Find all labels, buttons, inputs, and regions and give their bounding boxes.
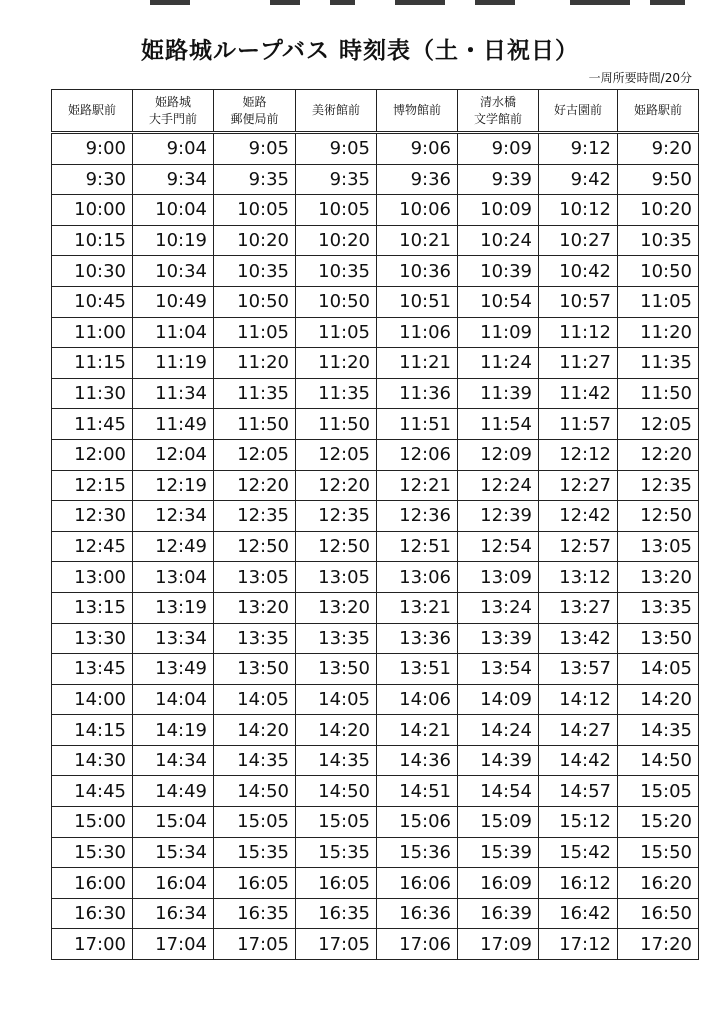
time-cell: 16:06: [377, 868, 458, 899]
time-cell: 17:04: [133, 929, 214, 960]
time-cell: 13:49: [133, 654, 214, 685]
time-cell: 13:57: [539, 654, 618, 685]
time-cell: 13:39: [458, 623, 539, 654]
time-cell: 12:50: [296, 531, 377, 562]
time-cell: 12:27: [539, 470, 618, 501]
time-cell: 13:05: [296, 562, 377, 593]
time-cell: 11:34: [133, 378, 214, 409]
time-cell: 14:50: [214, 776, 296, 807]
loop-duration-note: 一周所要時間/20分: [588, 71, 692, 85]
stop-name-line1: 博物館前: [392, 103, 441, 118]
time-cell: 16:39: [458, 898, 539, 929]
time-cell: 10:20: [296, 225, 377, 256]
time-cell: 14:39: [458, 745, 539, 776]
time-cell: 10:54: [458, 286, 539, 317]
time-cell: 11:49: [133, 409, 214, 440]
timetable-body: [52, 133, 699, 960]
time-cell: 15:34: [133, 837, 214, 868]
time-cell: 9:30: [52, 164, 133, 195]
time-cell: 14:00: [52, 684, 133, 715]
time-cell: 10:06: [377, 195, 458, 226]
time-cell: 10:20: [214, 225, 296, 256]
time-cell: 11:50: [618, 378, 699, 409]
timetable-row: [52, 837, 699, 868]
time-cell: 15:00: [52, 807, 133, 838]
time-cell: 14:20: [296, 715, 377, 746]
time-cell: 10:50: [296, 286, 377, 317]
time-cell: 13:05: [618, 531, 699, 562]
time-cell: 12:42: [539, 501, 618, 532]
time-cell: 9:20: [618, 133, 699, 165]
time-cell: 10:35: [214, 256, 296, 287]
time-cell: 17:12: [539, 929, 618, 960]
time-cell: 12:35: [618, 470, 699, 501]
time-cell: 10:21: [377, 225, 458, 256]
time-cell: 13:27: [539, 592, 618, 623]
time-cell: 9:35: [214, 164, 296, 195]
time-cell: 12:06: [377, 439, 458, 470]
time-cell: 13:00: [52, 562, 133, 593]
time-cell: 10:42: [539, 256, 618, 287]
time-cell: 16:05: [296, 868, 377, 899]
time-cell: 16:12: [539, 868, 618, 899]
time-cell: 10:45: [52, 286, 133, 317]
time-cell: 17:09: [458, 929, 539, 960]
time-cell: 14:54: [458, 776, 539, 807]
time-cell: 14:12: [539, 684, 618, 715]
timetable-row: [52, 133, 699, 165]
time-cell: 14:04: [133, 684, 214, 715]
time-cell: 15:09: [458, 807, 539, 838]
time-cell: 13:45: [52, 654, 133, 685]
time-cell: 17:05: [296, 929, 377, 960]
time-cell: 12:04: [133, 439, 214, 470]
timetable: [51, 89, 699, 960]
time-cell: 11:20: [296, 348, 377, 379]
time-cell: 10:49: [133, 286, 214, 317]
time-cell: 12:54: [458, 531, 539, 562]
time-cell: 15:35: [296, 837, 377, 868]
time-cell: 12:39: [458, 501, 539, 532]
time-cell: 9:34: [133, 164, 214, 195]
time-cell: 13:20: [296, 592, 377, 623]
time-cell: 12:20: [618, 439, 699, 470]
time-cell: 11:54: [458, 409, 539, 440]
time-cell: 10:05: [296, 195, 377, 226]
stop-header: [52, 90, 133, 133]
time-cell: 10:04: [133, 195, 214, 226]
timetable-row: [52, 623, 699, 654]
time-cell: 11:09: [458, 317, 539, 348]
stop-name-line2: 大手門前: [148, 111, 197, 126]
stop-header: [214, 90, 296, 133]
time-cell: 16:35: [296, 898, 377, 929]
time-cell: 12:24: [458, 470, 539, 501]
scan-edge-marks: [0, 0, 720, 8]
time-cell: 12:05: [618, 409, 699, 440]
time-cell: 13:04: [133, 562, 214, 593]
time-cell: 9:39: [458, 164, 539, 195]
time-cell: 9:05: [296, 133, 377, 165]
time-cell: 12:50: [214, 531, 296, 562]
stop-header: [458, 90, 539, 133]
time-cell: 11:12: [539, 317, 618, 348]
time-cell: 13:42: [539, 623, 618, 654]
time-cell: 14:05: [618, 654, 699, 685]
time-cell: 13:35: [618, 592, 699, 623]
time-cell: 15:06: [377, 807, 458, 838]
time-cell: 9:36: [377, 164, 458, 195]
time-cell: 10:51: [377, 286, 458, 317]
timetable-row: [52, 807, 699, 838]
stop-name-line1: 好古園前: [553, 103, 602, 118]
time-cell: 11:15: [52, 348, 133, 379]
time-cell: 10:12: [539, 195, 618, 226]
time-cell: 16:09: [458, 868, 539, 899]
time-cell: 10:24: [458, 225, 539, 256]
time-cell: 12:57: [539, 531, 618, 562]
time-cell: 11:05: [214, 317, 296, 348]
stop-name-line1: 姫路城: [154, 95, 191, 110]
stop-name-line1: 姫路駅前: [633, 103, 682, 118]
time-cell: 13:35: [296, 623, 377, 654]
time-cell: 12:45: [52, 531, 133, 562]
stop-header: [296, 90, 377, 133]
time-cell: 14:34: [133, 745, 214, 776]
timetable-row: [52, 317, 699, 348]
time-cell: 13:24: [458, 592, 539, 623]
time-cell: 13:21: [377, 592, 458, 623]
stop-name-line2: 文学館前: [473, 111, 522, 126]
timetable-row: [52, 409, 699, 440]
time-cell: 12:12: [539, 439, 618, 470]
stop-name-line1: 姫路駅前: [67, 103, 116, 118]
timetable-title: 姫路城ループバス 時刻表（土・日祝日）: [140, 38, 580, 64]
timetable-row: [52, 256, 699, 287]
timetable-row: [52, 225, 699, 256]
time-cell: 13:09: [458, 562, 539, 593]
time-cell: 12:05: [214, 439, 296, 470]
time-cell: 11:20: [214, 348, 296, 379]
time-cell: 10:57: [539, 286, 618, 317]
time-cell: 13:50: [296, 654, 377, 685]
stop-header: [539, 90, 618, 133]
time-cell: 14:06: [377, 684, 458, 715]
time-cell: 12:00: [52, 439, 133, 470]
timetable-row: [52, 195, 699, 226]
time-cell: 11:45: [52, 409, 133, 440]
timetable-row: [52, 501, 699, 532]
time-cell: 9:09: [458, 133, 539, 165]
timetable-row: [52, 164, 699, 195]
time-cell: 17:06: [377, 929, 458, 960]
time-cell: 16:00: [52, 868, 133, 899]
time-cell: 12:30: [52, 501, 133, 532]
time-cell: 14:35: [618, 715, 699, 746]
time-cell: 13:35: [214, 623, 296, 654]
time-cell: 12:49: [133, 531, 214, 562]
time-cell: 14:20: [618, 684, 699, 715]
time-cell: 12:20: [214, 470, 296, 501]
time-cell: 14:49: [133, 776, 214, 807]
time-cell: 9:05: [214, 133, 296, 165]
time-cell: 14:36: [377, 745, 458, 776]
time-cell: 10:34: [133, 256, 214, 287]
time-cell: 16:05: [214, 868, 296, 899]
time-cell: 10:05: [214, 195, 296, 226]
time-cell: 11:50: [296, 409, 377, 440]
time-cell: 16:04: [133, 868, 214, 899]
timetable-row: [52, 745, 699, 776]
time-cell: 15:36: [377, 837, 458, 868]
time-cell: 16:50: [618, 898, 699, 929]
time-cell: 12:35: [214, 501, 296, 532]
time-cell: 9:50: [618, 164, 699, 195]
time-cell: 15:39: [458, 837, 539, 868]
time-cell: 13:05: [214, 562, 296, 593]
timetable-row: [52, 286, 699, 317]
header-row: [52, 90, 699, 133]
time-cell: 12:20: [296, 470, 377, 501]
stop-name-line1: 清水橋: [479, 95, 516, 110]
time-cell: 15:42: [539, 837, 618, 868]
time-cell: 17:20: [618, 929, 699, 960]
time-cell: 10:00: [52, 195, 133, 226]
time-cell: 10:09: [458, 195, 539, 226]
time-cell: 13:30: [52, 623, 133, 654]
time-cell: 9:04: [133, 133, 214, 165]
time-cell: 11:30: [52, 378, 133, 409]
time-cell: 13:51: [377, 654, 458, 685]
time-cell: 12:36: [377, 501, 458, 532]
time-cell: 15:35: [214, 837, 296, 868]
timetable-row: [52, 684, 699, 715]
time-cell: 9:06: [377, 133, 458, 165]
timetable-row: [52, 654, 699, 685]
time-cell: 14:27: [539, 715, 618, 746]
time-cell: 14:19: [133, 715, 214, 746]
time-cell: 12:34: [133, 501, 214, 532]
time-cell: 14:51: [377, 776, 458, 807]
time-cell: 11:27: [539, 348, 618, 379]
time-cell: 10:35: [618, 225, 699, 256]
time-cell: 14:21: [377, 715, 458, 746]
time-cell: 13:36: [377, 623, 458, 654]
timetable-row: [52, 929, 699, 960]
time-cell: 11:39: [458, 378, 539, 409]
time-cell: 10:20: [618, 195, 699, 226]
time-cell: 13:15: [52, 592, 133, 623]
time-cell: 13:34: [133, 623, 214, 654]
time-cell: 10:27: [539, 225, 618, 256]
timetable-row: [52, 868, 699, 899]
time-cell: 15:05: [296, 807, 377, 838]
time-cell: 14:35: [296, 745, 377, 776]
time-cell: 11:05: [618, 286, 699, 317]
time-cell: 10:50: [214, 286, 296, 317]
time-cell: 11:57: [539, 409, 618, 440]
time-cell: 13:54: [458, 654, 539, 685]
time-cell: 11:00: [52, 317, 133, 348]
time-cell: 10:36: [377, 256, 458, 287]
time-cell: 10:15: [52, 225, 133, 256]
time-cell: 13:12: [539, 562, 618, 593]
timetable-row: [52, 715, 699, 746]
time-cell: 10:19: [133, 225, 214, 256]
time-cell: 11:21: [377, 348, 458, 379]
stop-name-line2: 郵便局前: [230, 111, 279, 126]
time-cell: 11:35: [296, 378, 377, 409]
time-cell: 11:42: [539, 378, 618, 409]
stop-header: [133, 90, 214, 133]
timetable-row: [52, 562, 699, 593]
time-cell: 12:15: [52, 470, 133, 501]
time-cell: 14:57: [539, 776, 618, 807]
time-cell: 13:20: [618, 562, 699, 593]
time-cell: 14:50: [296, 776, 377, 807]
stop-header: [618, 90, 699, 133]
timetable-row: [52, 439, 699, 470]
time-cell: 11:36: [377, 378, 458, 409]
time-cell: 12:51: [377, 531, 458, 562]
time-cell: 15:05: [214, 807, 296, 838]
time-cell: 14:42: [539, 745, 618, 776]
timetable-row: [52, 531, 699, 562]
time-cell: 16:36: [377, 898, 458, 929]
time-cell: 11:20: [618, 317, 699, 348]
timetable-row: [52, 470, 699, 501]
time-cell: 13:50: [214, 654, 296, 685]
stop-header: [377, 90, 458, 133]
time-cell: 12:21: [377, 470, 458, 501]
time-cell: 14:30: [52, 745, 133, 776]
time-cell: 14:45: [52, 776, 133, 807]
time-cell: 11:50: [214, 409, 296, 440]
time-cell: 10:35: [296, 256, 377, 287]
time-cell: 15:30: [52, 837, 133, 868]
time-cell: 12:19: [133, 470, 214, 501]
time-cell: 14:09: [458, 684, 539, 715]
time-cell: 15:50: [618, 837, 699, 868]
time-cell: 14:05: [296, 684, 377, 715]
time-cell: 10:50: [618, 256, 699, 287]
stop-name-line1: 姫路: [242, 95, 267, 110]
time-cell: 11:19: [133, 348, 214, 379]
time-cell: 15:04: [133, 807, 214, 838]
time-cell: 9:35: [296, 164, 377, 195]
time-cell: 13:19: [133, 592, 214, 623]
time-cell: 11:35: [618, 348, 699, 379]
time-cell: 13:20: [214, 592, 296, 623]
timetable-row: [52, 348, 699, 379]
time-cell: 9:42: [539, 164, 618, 195]
stop-name-line1: 美術館前: [311, 103, 360, 118]
time-cell: 11:24: [458, 348, 539, 379]
time-cell: 14:24: [458, 715, 539, 746]
time-cell: 11:35: [214, 378, 296, 409]
timetable-row: [52, 898, 699, 929]
time-cell: 16:34: [133, 898, 214, 929]
time-cell: 12:35: [296, 501, 377, 532]
time-cell: 12:09: [458, 439, 539, 470]
time-cell: 17:05: [214, 929, 296, 960]
time-cell: 12:05: [296, 439, 377, 470]
time-cell: 16:20: [618, 868, 699, 899]
time-cell: 14:35: [214, 745, 296, 776]
timetable-row: [52, 776, 699, 807]
time-cell: 10:30: [52, 256, 133, 287]
time-cell: 14:20: [214, 715, 296, 746]
time-cell: 15:20: [618, 807, 699, 838]
time-cell: 11:05: [296, 317, 377, 348]
time-cell: 16:30: [52, 898, 133, 929]
time-cell: 12:50: [618, 501, 699, 532]
timetable-row: [52, 592, 699, 623]
time-cell: 11:06: [377, 317, 458, 348]
time-cell: 11:04: [133, 317, 214, 348]
time-cell: 15:05: [618, 776, 699, 807]
time-cell: 10:39: [458, 256, 539, 287]
time-cell: 11:51: [377, 409, 458, 440]
time-cell: 15:12: [539, 807, 618, 838]
time-cell: 13:06: [377, 562, 458, 593]
time-cell: 9:12: [539, 133, 618, 165]
time-cell: 17:00: [52, 929, 133, 960]
time-cell: 9:00: [52, 133, 133, 165]
time-cell: 14:50: [618, 745, 699, 776]
timetable-row: [52, 378, 699, 409]
time-cell: 14:05: [214, 684, 296, 715]
time-cell: 16:35: [214, 898, 296, 929]
time-cell: 14:15: [52, 715, 133, 746]
time-cell: 13:50: [618, 623, 699, 654]
time-cell: 16:42: [539, 898, 618, 929]
